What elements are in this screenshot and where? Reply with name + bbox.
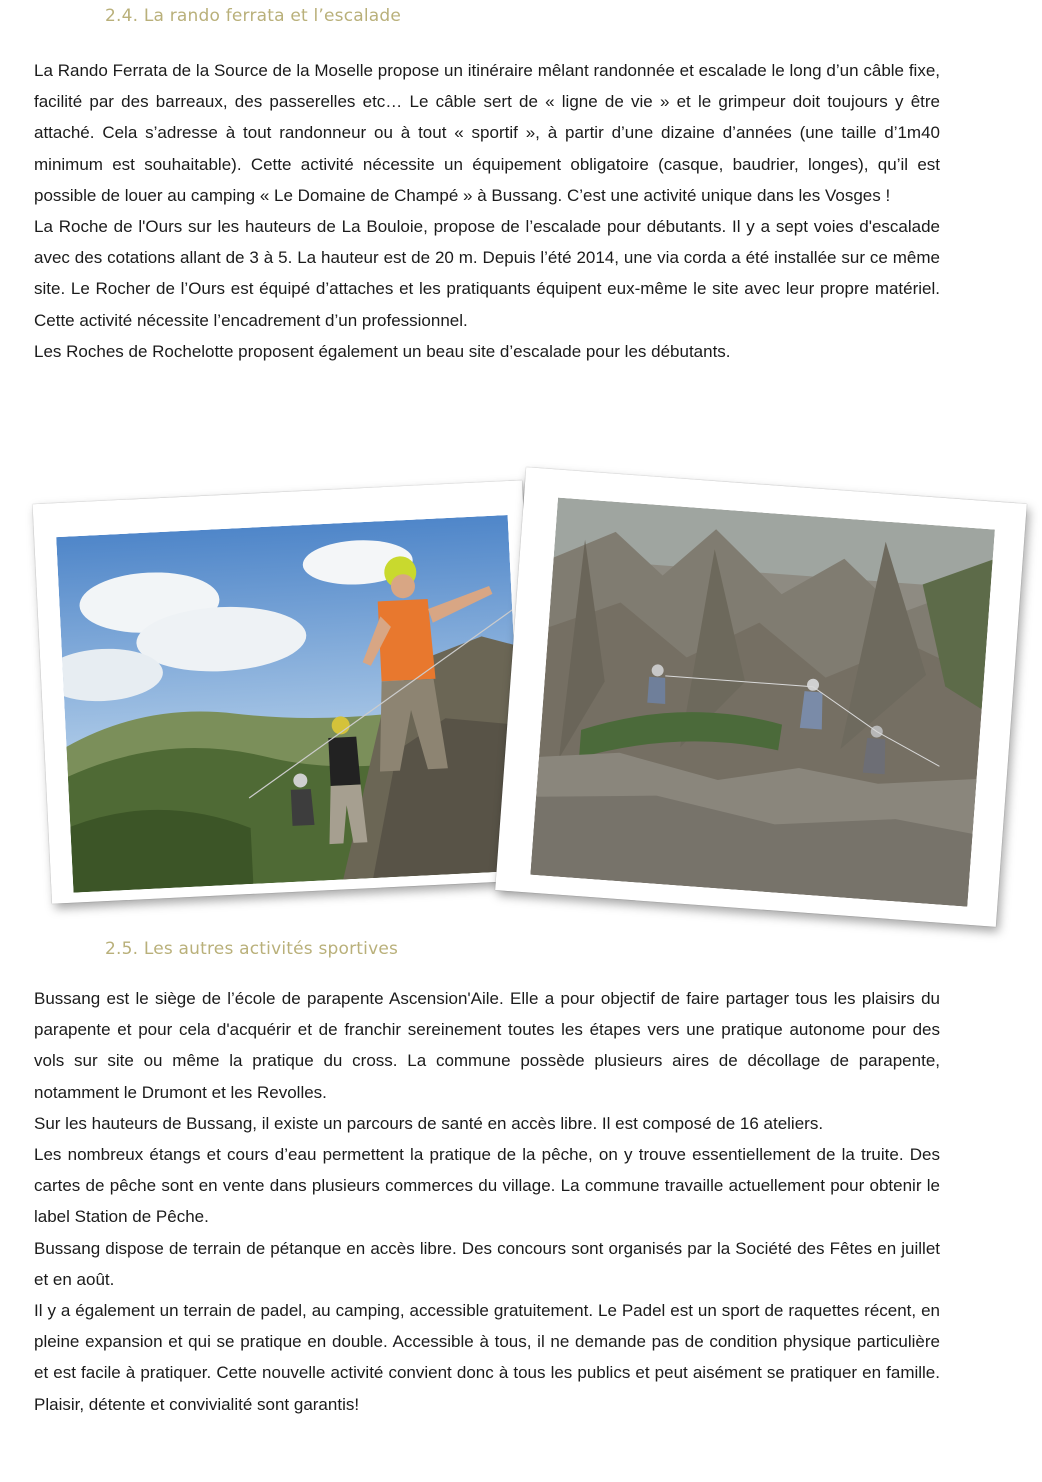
paragraph: Bussang est le siège de l’école de parapente Ascension'Aile. Elle a pour objectif de faire partager tous les plaisirs du parapente et pour cela d'acquérir et de franchir sereinement toutes les étapes vers une pratique autonome pour des vols sur site ou même la pratique du cross. La commune possède plusieurs aires de décollage de parapente, notamment le Drumont et les Revolles. — [34, 989, 940, 1102]
paragraph: Il y a également un terrain de padel, au camping, accessible gratuitement. Le Padel est un sport de raquettes récent, en pleine expansion et qui se pratique en double. Accessible à tous, il ne demande pas de condition physique particulière et est facile à pratiquer. Cette nouvelle activité convient donc à tous les publics et peut aisément se pratiquer en famille. Plaisir, détente et convivialité sont garantis! — [34, 1301, 940, 1414]
paragraph: La Roche de l'Ours sur les hauteurs de La Bouloie, propose de l’escalade pour débutants. Il y a sept voies d'escalade avec des cotations allant de 3 à 5. La hauteur est de 20 m. Depuis l’été 2014, une via corda a été installée sur ce même site. Le Rocher de l’Ours est équipé d’attaches et les pratiquants équipent eux-même le site avec leur propre matériel. Cette activité nécessite l’encadrement d’un professionnel. — [34, 217, 940, 330]
section-heading-autres-activites: 2.5. Les autres activités sportives — [105, 939, 399, 959]
section-body-rando-ferrata — [34, 55, 940, 367]
section-heading-rando-ferrata: 2.4. La rando ferrata et l’escalade — [105, 6, 402, 26]
via-ferrata-climbers-photo — [56, 515, 525, 893]
rock-climbing-cliff-photo — [530, 498, 995, 907]
paragraph: Les nombreux étangs et cours d’eau permettent la pratique de la pêche, on y trouve essentiellement de la truite. Des cartes de pêche sont en vente dans plusieurs commerces du village. La commune travaille actuellement pour obtenir le label Station de Pêche. — [34, 1145, 940, 1227]
photo-frame-via-ferrata — [33, 480, 542, 903]
paragraph: Bussang dispose de terrain de pétanque en accès libre. Des concours sont organisés par la Société des Fêtes en juillet et en août. — [34, 1238, 940, 1289]
section-body-autres-activites — [34, 983, 940, 1420]
photo-frame-rock-climbing — [495, 467, 1027, 927]
paragraph: Les Roches de Rochelotte proposent également un beau site d’escalade pour les débutants. — [34, 341, 731, 361]
paragraph: La Rando Ferrata de la Source de la Moselle propose un itinéraire mêlant randonnée et escalade le long d’un câble fixe, facilité par des barreaux, des passerelles etc… Le câble sert de « ligne de vie » et le grimpeur doit toujours y être attaché. Cela s’adresse à tout randonneur ou à tout « sportif », à partir d’une dizaine d’années (une taille d’1m40 minimum est souhaitable). Cette activité nécessite un équipement obligatoire (casque, baudrier, longes), qu’il est possible de louer au camping « Le Domaine de Champé » à Bussang. C’est une activité unique dans les Vosges ! — [34, 61, 940, 205]
paragraph: Sur les hauteurs de Bussang, il existe un parcours de santé en accès libre. Il est composé de 16 ateliers. — [34, 1113, 824, 1133]
